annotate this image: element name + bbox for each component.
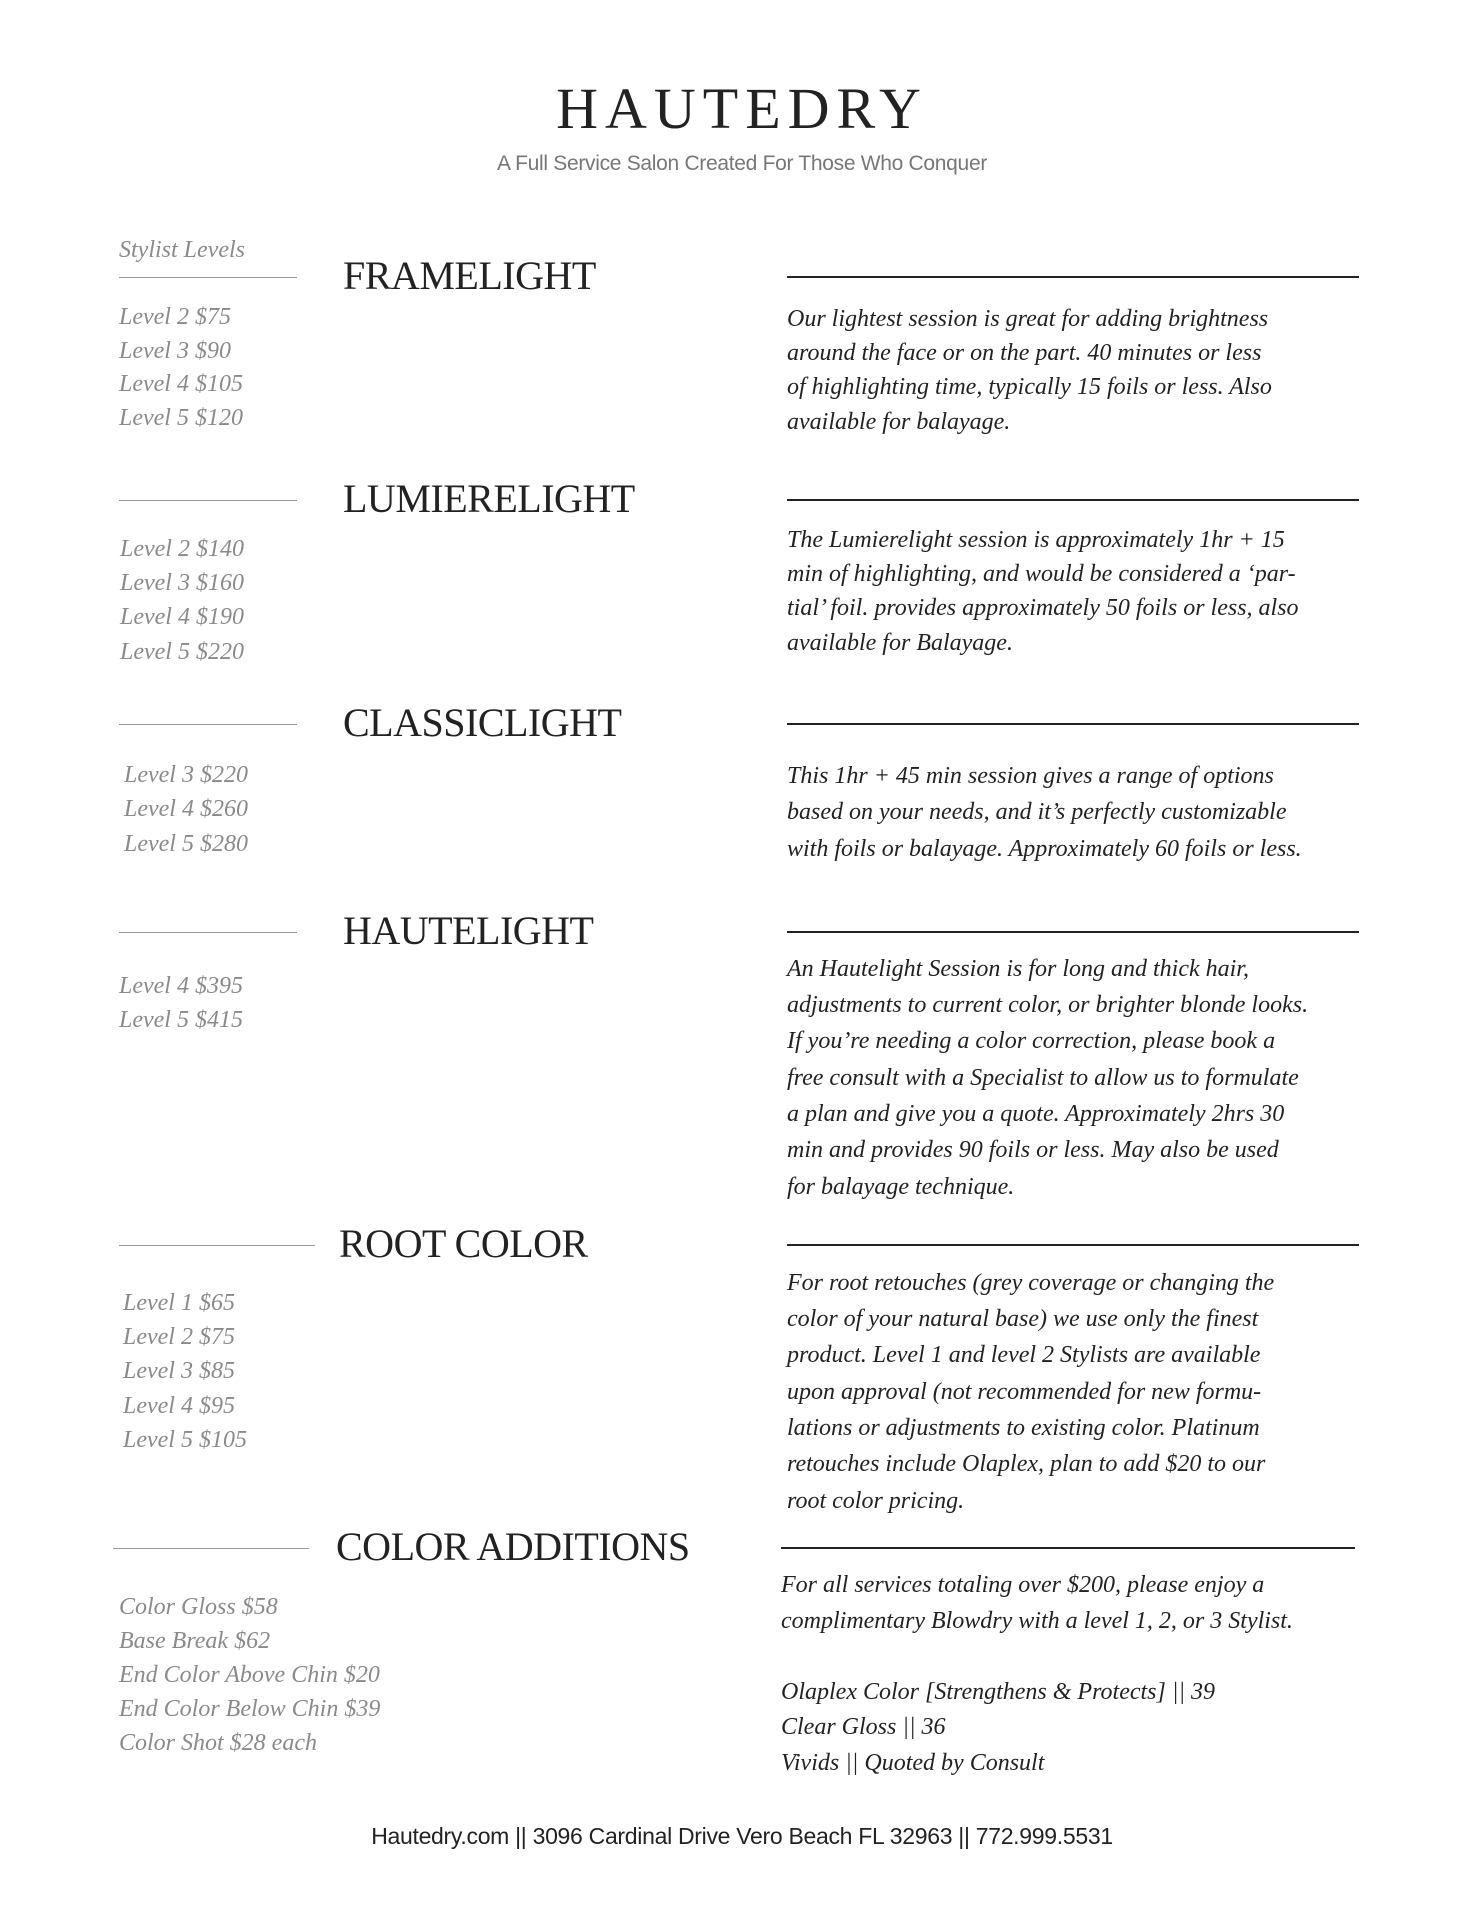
description-line: a plan and give you a quote. Approximately 2hrs 30	[787, 1101, 1285, 1128]
description-line: An Hautelight Session is for long and thick hair,	[787, 955, 1249, 982]
lumierelight-left-divider	[119, 500, 297, 501]
description-line: of highlighting time, typically 15 foils or less. Also	[787, 374, 1272, 401]
description-line: For all services totaling over $200, please enjoy a	[781, 1572, 1265, 1599]
description-line: For root retouches (grey coverage or changing the	[787, 1269, 1275, 1296]
description-line: If you’re needing a color correction, please book a	[787, 1028, 1276, 1055]
description-line: The Lumierelight session is approximately 1hr + 15	[787, 526, 1285, 553]
hautelight-right-divider	[787, 931, 1359, 933]
price-item: Level 3 $220	[124, 761, 248, 788]
description-line: adjustments to current color, or brighter blonde looks.	[787, 992, 1309, 1019]
price-item: Level 1 $65	[123, 1289, 235, 1316]
footer-contact: Hautedry.com || 3096 Cardinal Drive Vero Beach FL 32963 || 772.999.5531	[371, 1823, 1113, 1849]
brand-tagline: A Full Service Salon Created For Those Who Conquer	[496, 152, 988, 175]
classiclight-left-divider	[119, 724, 297, 725]
root-color-left-divider	[119, 1245, 315, 1246]
price-item: End Color Above Chin $20	[119, 1662, 380, 1688]
description-line: for balayage technique.	[787, 1173, 1015, 1200]
description-line: lations or adjustments to existing color. Platinum	[787, 1415, 1260, 1442]
price-item: Color Shot $28 each	[119, 1730, 317, 1756]
description-line: min and provides 90 foils or less. May also be used	[787, 1137, 1279, 1164]
lumierelight-heading: LUMIERELIGHT	[343, 476, 635, 521]
root-color-right-divider	[787, 1244, 1359, 1246]
description-line: free consult with a Specialist to allow us to formulate	[787, 1064, 1299, 1091]
classiclight-right-divider	[787, 723, 1359, 725]
price-item: Level 5 $220	[120, 638, 244, 665]
description-line: This 1hr + 45 min session gives a range of options	[787, 762, 1274, 789]
description-line: Clear Gloss || 36	[781, 1714, 946, 1741]
description-line: min of highlighting, and would be considered a ‘par-	[787, 561, 1296, 588]
lumierelight-right-divider	[787, 499, 1359, 501]
description-line: complimentary Blowdry with a level 1, 2, or 3 Stylist.	[781, 1607, 1293, 1634]
price-item: Level 4 $395	[119, 972, 243, 999]
brand-title: HAUTEDRY	[556, 76, 928, 141]
hautelight-left-divider	[119, 932, 297, 933]
root-color-heading: ROOT COLOR	[339, 1221, 588, 1266]
description-line: Vivids || Quoted by Consult	[781, 1749, 1045, 1776]
price-item: Level 4 $260	[124, 796, 248, 823]
price-item: Level 5 $105	[123, 1427, 247, 1454]
price-item: Level 3 $85	[123, 1358, 235, 1385]
price-item: Level 4 $105	[119, 371, 243, 398]
framelight-left-divider	[119, 277, 297, 278]
description-line: tial’ foil. provides approximately 50 foils or less, also	[787, 595, 1299, 622]
price-item: Level 5 $120	[119, 404, 243, 431]
price-item: Base Break $62	[119, 1628, 271, 1654]
price-item: Level 3 $90	[119, 337, 231, 364]
description-line: with foils or balayage. Approximately 60 foils or less.	[787, 835, 1302, 862]
price-item: Color Gloss $58	[119, 1594, 278, 1620]
framelight-heading: FRAMELIGHT	[343, 253, 596, 298]
stylist-levels-label: Stylist Levels	[119, 237, 245, 263]
color-additions-heading: COLOR ADDITIONS	[336, 1524, 690, 1569]
hautelight-heading: HAUTELIGHT	[343, 908, 594, 953]
framelight-right-divider	[787, 276, 1359, 278]
price-item: Level 5 $415	[119, 1007, 243, 1034]
description-line: root color pricing.	[787, 1487, 965, 1514]
color-additions-left-divider	[113, 1548, 309, 1549]
description-line: around the face or on the part. 40 minutes or less	[787, 340, 1262, 367]
description-line: product. Level 1 and level 2 Stylists are available	[787, 1342, 1261, 1369]
description-line: Olaplex Color [Strengthens & Protects] || 39	[781, 1678, 1216, 1705]
description-line: color of your natural base) we use only the finest	[787, 1306, 1259, 1333]
price-item: Level 2 $140	[120, 535, 244, 562]
description-line: based on your needs, and it’s perfectly customizable	[787, 799, 1287, 826]
price-item: End Color Below Chin $39	[119, 1696, 381, 1722]
color-additions-right-divider	[781, 1547, 1355, 1549]
description-line: retouches include Olaplex, plan to add $20 to our	[787, 1451, 1266, 1478]
price-item: Level 3 $160	[120, 570, 244, 597]
description-line: available for balayage.	[787, 408, 1011, 435]
price-item: Level 2 $75	[123, 1324, 235, 1351]
classiclight-heading: CLASSICLIGHT	[343, 700, 622, 745]
price-item: Level 4 $190	[120, 604, 244, 631]
price-item: Level 4 $95	[123, 1392, 235, 1419]
description-line: upon approval (not recommended for new formu-	[787, 1378, 1262, 1405]
price-item: Level 2 $75	[119, 304, 231, 331]
price-item: Level 5 $280	[124, 830, 248, 857]
description-line: Our lightest session is great for adding brightness	[787, 305, 1269, 332]
description-line: available for Balayage.	[787, 629, 1013, 656]
